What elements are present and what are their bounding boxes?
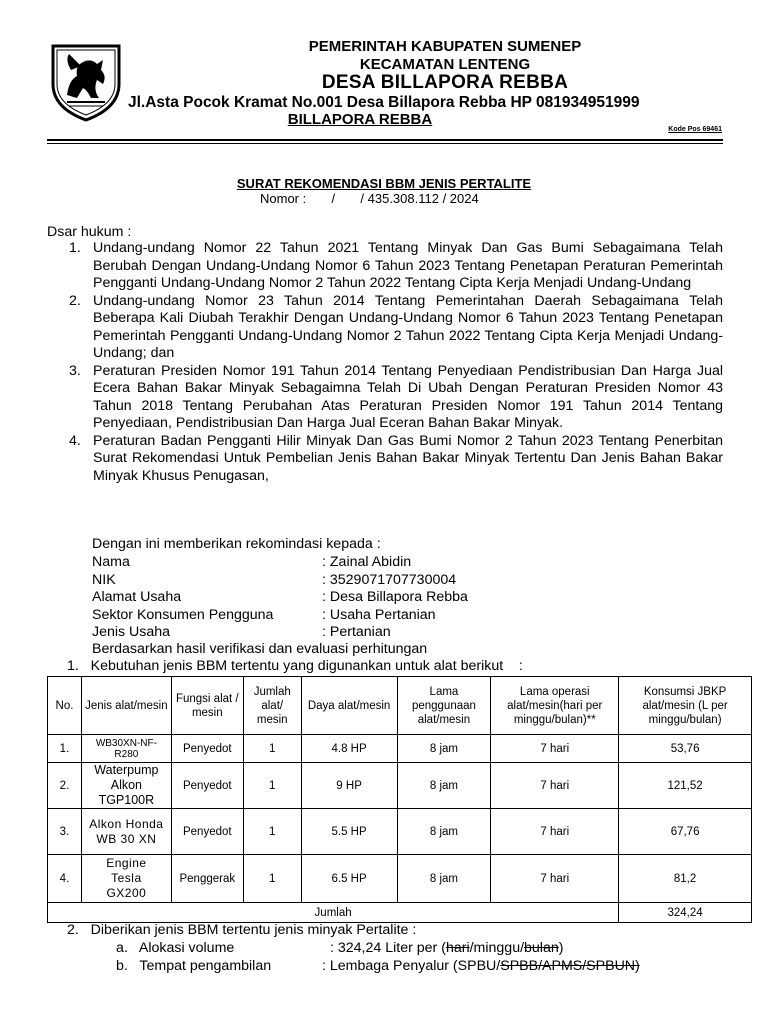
cell-consumption: 121,52 — [619, 763, 752, 809]
recipient-row — [92, 572, 468, 590]
pickup-strike: SPBB/APMS/SPBUN) — [500, 958, 640, 974]
column-header: Lama penggunaan alat/mesin — [397, 677, 491, 735]
cell-operation-duration: 7 hari — [491, 763, 619, 809]
fuel-needs-table — [47, 676, 752, 923]
cell-quantity: 1 — [243, 855, 301, 903]
recipient-row — [92, 624, 468, 642]
cell-operation-duration: 7 hari — [491, 809, 619, 855]
header-village-name: BILLAPORA REBBA — [287, 111, 433, 128]
recipient-row — [92, 589, 468, 607]
recipient-value: : Zainal Abidin — [322, 554, 412, 570]
legal-basis-text: Undang-undang Nomor 22 Tahun 2021 Tentang Minyak Dan Gas Bumi Sebagaimana Telah Berubah Dengan Undang-Undang Nomor 6 Tahun 2023 Tentang Penetapan Peraturan Pemerintah Pengganti Undang-Undang Nomor 2 Tahun 2022 Tentang Cipta Kerja Menjadi Undang-Undang — [93, 240, 723, 291]
cell-operation-duration: 7 hari — [491, 735, 619, 763]
pickup-line — [116, 958, 640, 976]
cell-consumption: 53,76 — [619, 735, 752, 763]
recipient-info — [92, 554, 468, 642]
allocation-line — [116, 940, 563, 958]
point-2-text: 2. Diberikan jenis BBM tertentu jenis minyak Pertalite : — [67, 922, 417, 938]
header-district: KECAMATAN LENTENG — [359, 56, 531, 73]
cell-quantity: 1 — [243, 809, 301, 855]
header-divider-thin — [47, 143, 723, 144]
cell-no: 2. — [48, 763, 82, 809]
postal-code: Kode Pos 69461 — [668, 126, 722, 133]
column-header: Jumlah alat/ mesin — [243, 677, 301, 735]
header-address: Jl.Asta Pocok Kramat No.001 Desa Billapora Rebba HP 081934951999 — [128, 94, 640, 111]
recipient-row — [92, 554, 468, 572]
list-number: 3. — [69, 362, 81, 379]
point-1-text: 1. Kebutuhan jenis BBM tertentu yang digunankan untuk alat berikut : — [67, 658, 523, 674]
legal-basis-label: Dsar hukum : — [47, 224, 132, 240]
cell-function: Penyedot — [171, 809, 243, 855]
cell-power: 9 HP — [301, 763, 397, 809]
list-number: 4. — [69, 432, 81, 449]
total-value: 324,24 — [619, 903, 752, 923]
legal-basis-item — [47, 433, 723, 486]
recipient-label: NIK — [92, 571, 116, 588]
column-header: Jenis alat/mesin — [81, 677, 171, 735]
allocation-strike-day: hari — [445, 940, 470, 956]
table-total-row — [48, 903, 752, 923]
list-number: 2. — [69, 292, 81, 309]
document-number: Nomor : / / 435.308.112 / 2024 — [260, 191, 479, 206]
cell-power: 5.5 HP — [301, 809, 397, 855]
list-number: 1. — [69, 240, 81, 256]
allocation-strike-month: bulan — [524, 940, 559, 956]
legal-basis-text: Peraturan Badan Pengganti Hilir Minyak Dan Gas Bumi Nomor 2 Tahun 2023 Tentang Penerbitan Surat Rekomendasi Untuk Pembelian Jenis Bahan Bakar Minyak Tertentu Dan Jenis Bahan Bakar Minyak Khusus Penugasan, — [93, 432, 723, 484]
column-header: Daya alat/mesin — [301, 677, 397, 735]
cell-usage-duration: 8 jam — [397, 809, 491, 855]
column-header: Fungsi alat / mesin — [171, 677, 243, 735]
allocation-mid: /minggu/ — [469, 940, 525, 956]
allocation-label: a. Alokasi volume — [116, 940, 235, 956]
legal-basis-item — [47, 363, 723, 433]
recipient-value: : 3529071707730004 — [322, 571, 457, 588]
cell-equipment: Alkon Honda WB 30 XN — [81, 809, 171, 855]
cell-power: 6.5 HP — [301, 855, 397, 903]
recipient-label: Sektor Konsumen Pengguna — [92, 606, 274, 623]
cell-power: 4.8 HP — [301, 735, 397, 763]
cell-operation-duration: 7 hari — [491, 855, 619, 903]
legal-basis-item — [47, 293, 723, 363]
cell-equipment: WB30XN-NF-R280 — [81, 735, 171, 763]
total-label: Jumlah — [48, 903, 619, 923]
cell-no: 4. — [48, 855, 82, 903]
header-government: PEMERINTAH KABUPATEN SUMENEP — [308, 38, 582, 55]
legal-basis-text: Undang-undang Nomor 23 Tahun 2014 Tentang Pemerintahan Daerah Sebagaimana Telah Beberapa Kali Diubah Terakhir Dengan Undang-Undang Nomor 6 Tahun 2023 Tentang Penetapan Pemerintah Pengganti Undang-Undang Nomor 2 Tahun 2022 Tentang Cipta Kerja Menjadi Undang-Undang; dan — [93, 292, 723, 361]
column-header: No. — [48, 677, 82, 735]
cell-function: Penyedot — [171, 763, 243, 809]
table-row — [48, 763, 752, 809]
recipient-value: : Usaha Pertanian — [322, 606, 436, 623]
recipient-value: : Desa Billapora Rebba — [322, 589, 468, 605]
column-header: Konsumsi JBKP alat/mesin (L per minggu/bulan) — [619, 677, 752, 735]
verification-text: Berdasarkan hasil verifikasi dan evaluasi perhitungan — [92, 641, 428, 657]
cell-equipment: Waterpump Alkon TGP100R — [81, 763, 171, 809]
recipient-label: Nama — [92, 554, 130, 570]
recipient-value: : Pertanian — [322, 624, 391, 640]
recipient-label: Jenis Usaha — [92, 624, 171, 640]
recipient-label: Alamat Usaha — [92, 589, 182, 605]
cell-quantity: 1 — [243, 763, 301, 809]
table-row — [48, 809, 752, 855]
header-divider-thick — [47, 139, 723, 141]
cell-no: 1. — [48, 735, 82, 763]
allocation-prefix: : 324,24 Liter per ( — [330, 940, 446, 956]
cell-equipment: Engine Tesla GX200 — [81, 855, 171, 903]
document-title: SURAT REKOMENDASI BBM JENIS PERTALITE — [236, 176, 532, 191]
column-header: Lama operasi alat/mesin(hari per minggu/bulan)** — [491, 677, 619, 735]
pickup-label: b. Tempat pengambilan — [116, 958, 272, 974]
cell-usage-duration: 8 jam — [397, 855, 491, 903]
cell-no: 3. — [48, 809, 82, 855]
cell-usage-duration: 8 jam — [397, 763, 491, 809]
recipient-row — [92, 607, 468, 625]
regency-crest-logo — [47, 40, 125, 122]
cell-consumption: 67,76 — [619, 809, 752, 855]
table-row — [48, 735, 752, 763]
legal-basis-list — [47, 240, 723, 485]
cell-function: Penyedot — [171, 735, 243, 763]
legal-basis-item — [47, 240, 723, 293]
recommendation-intro: Dengan ini memberikan rekomindasi kepada : — [92, 536, 381, 552]
cell-usage-duration: 8 jam — [397, 735, 491, 763]
cell-consumption: 81,2 — [619, 855, 752, 903]
table-header-row — [48, 677, 752, 735]
pickup-prefix: : Lembaga Penyalur (SPBU/ — [322, 958, 501, 974]
legal-basis-text: Peraturan Presiden Nomor 191 Tahun 2014 Tentang Penyediaan Pendistribusian Dan Harga Jual Ecera Bahan Bakar Minyak Sebagaimna Telah Di Ubah Dengan Peraturan Presiden Nomor 43 Tahun 2018 Tentang Perubahan Atas Peraturan Presiden Nomor 191 Tahun 2014 Tentang Penyediaan, Pendistribusian Dan Harga Jual Eceran Bahan Bakar Minyak. — [93, 362, 723, 431]
allocation-suffix: ) — [558, 940, 564, 956]
cell-function: Penggerak — [171, 855, 243, 903]
table-row — [48, 855, 752, 903]
header-village: DESA BILLAPORA REBBA — [321, 72, 569, 93]
cell-quantity: 1 — [243, 735, 301, 763]
